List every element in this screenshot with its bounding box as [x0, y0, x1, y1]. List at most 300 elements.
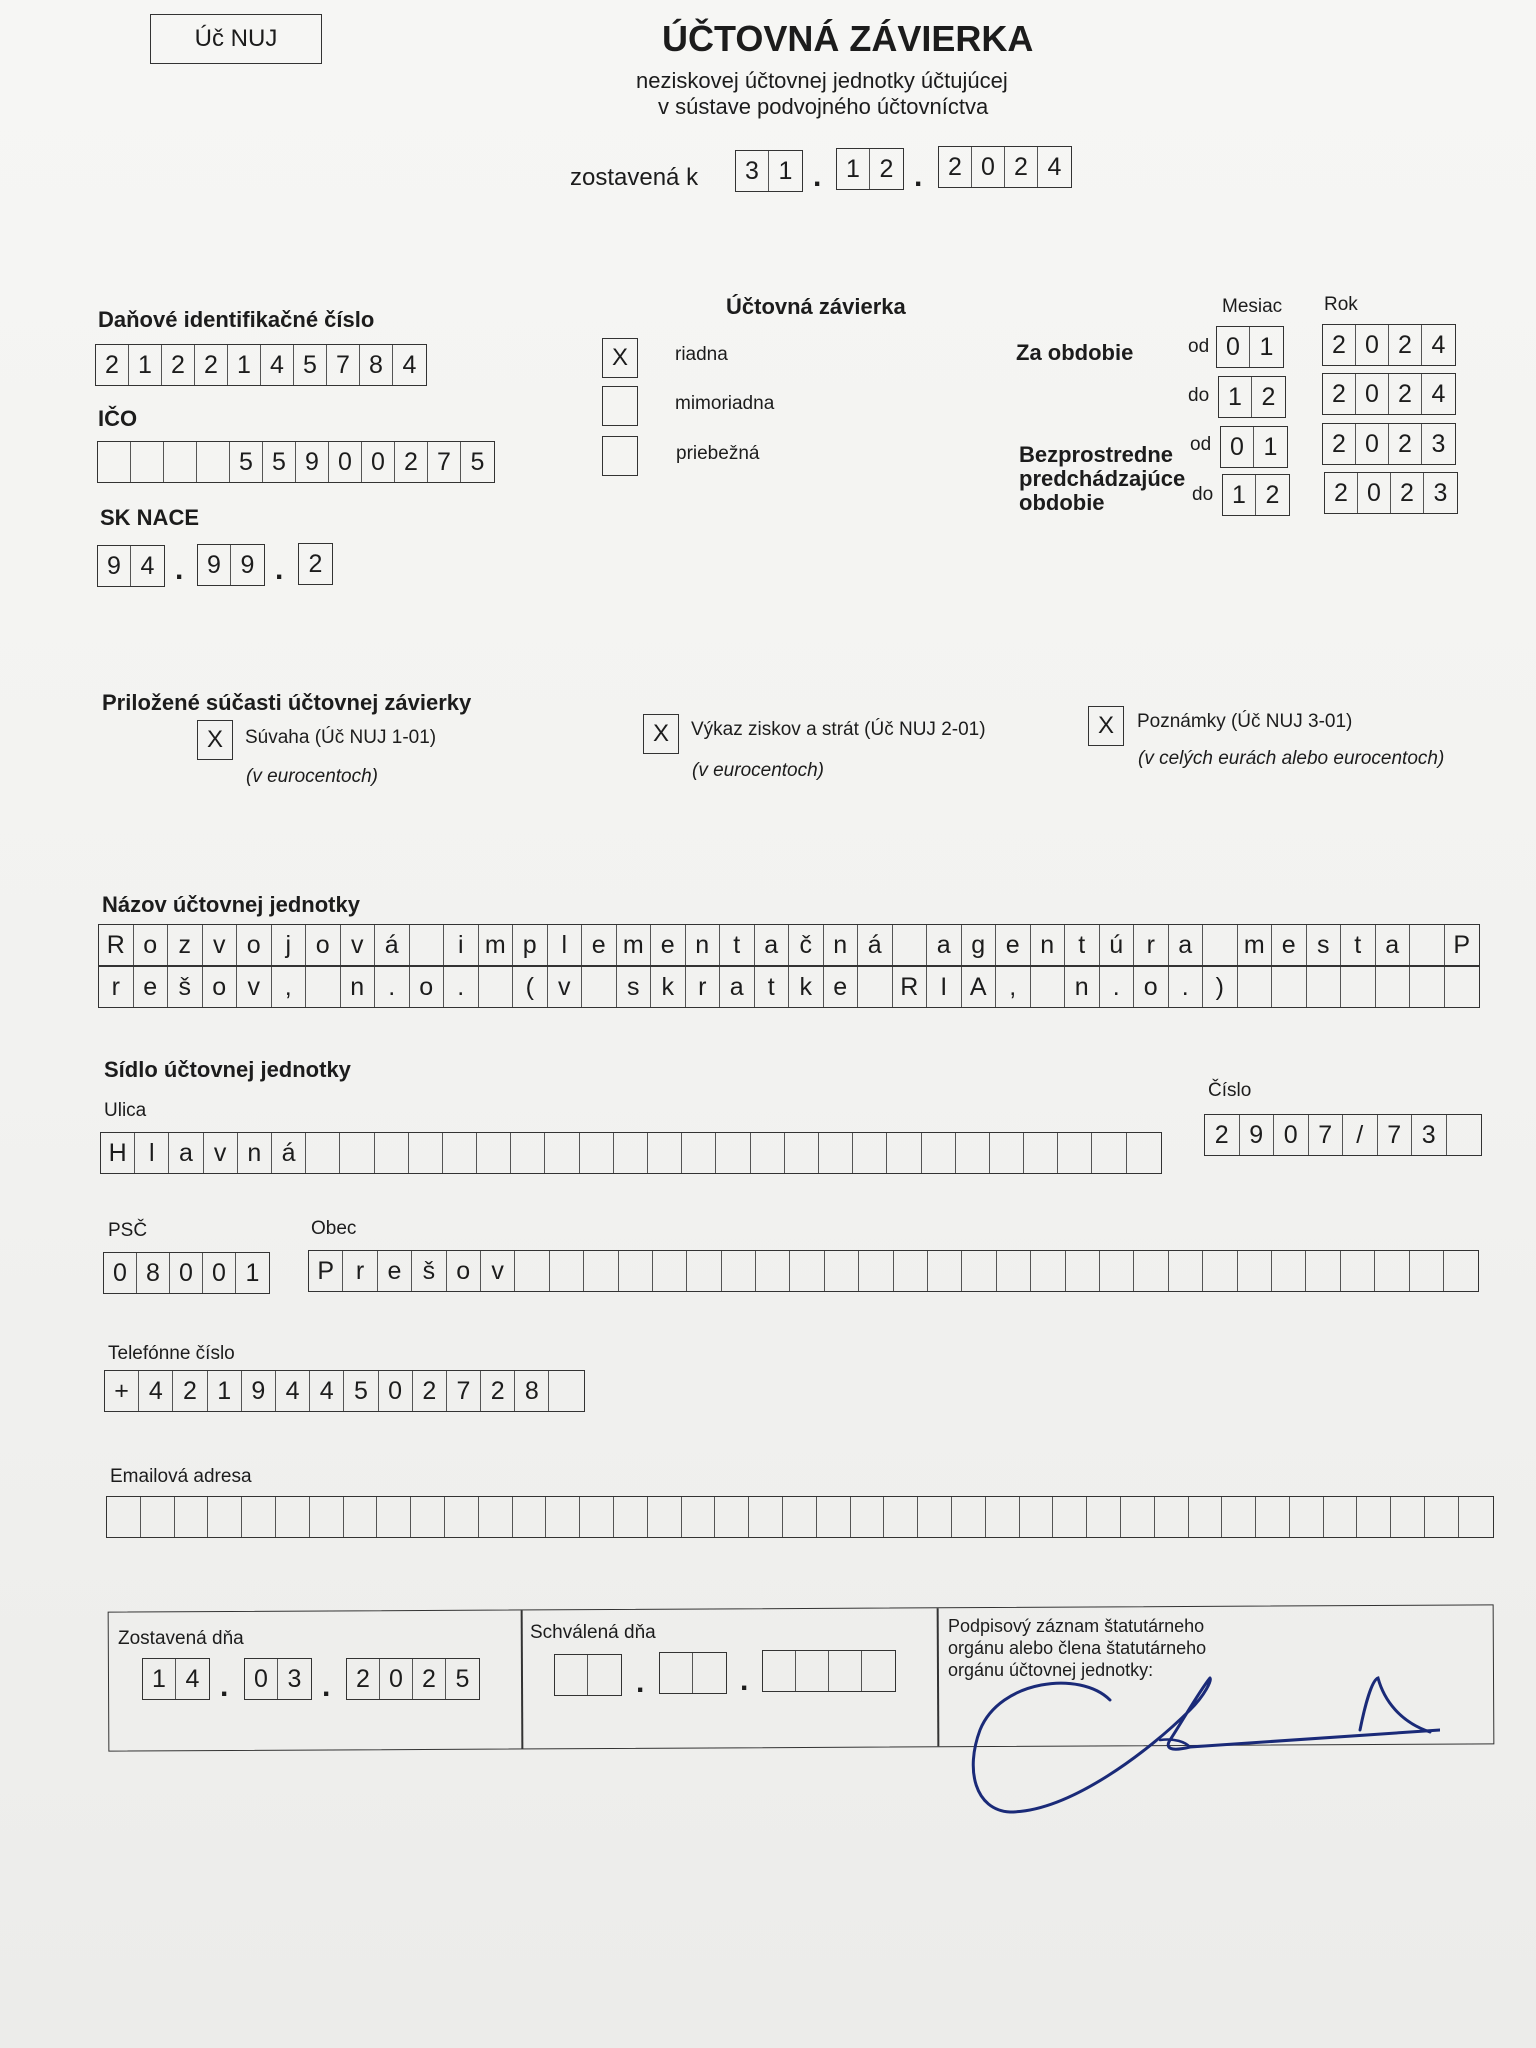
approved-on-day[interactable]: [554, 1654, 622, 1696]
prev-from-year[interactable]: [1322, 423, 1456, 465]
nace-separator: .: [275, 553, 284, 586]
char-cell: [1272, 1251, 1306, 1291]
char-cell: [479, 1497, 513, 1537]
char-cell: 2: [1323, 325, 1356, 365]
char-cell: [582, 967, 617, 1007]
char-cell: ): [1203, 967, 1238, 1007]
char-cell: 7: [447, 1371, 481, 1411]
char-cell: +: [105, 1371, 139, 1411]
char-cell: 2: [1391, 473, 1424, 513]
char-cell: [1410, 1251, 1444, 1291]
char-cell: m: [617, 925, 652, 965]
char-cell: š: [412, 1251, 446, 1291]
char-cell: [310, 1497, 344, 1537]
previous-from-label: od: [1190, 434, 1212, 455]
char-cell: 2: [1261, 382, 1276, 411]
char-cell: [851, 1497, 885, 1537]
char-cell: 8: [360, 345, 393, 385]
char-cell: [853, 1133, 887, 1173]
closing-mimoriadna-label: mimoriadna: [675, 393, 775, 414]
approved-on-year[interactable]: [762, 1650, 896, 1692]
char-cell: a: [755, 925, 790, 965]
prev-to-year[interactable]: [1324, 472, 1458, 514]
city-label: Obec: [311, 1218, 357, 1239]
char-cell: p: [513, 925, 548, 965]
char-cell: [986, 1497, 1020, 1537]
char-cell: 2: [939, 147, 972, 187]
char-cell: [549, 1371, 583, 1411]
char-cell: [1100, 1251, 1134, 1291]
char-cell: [1444, 1251, 1478, 1291]
char-cell: [1410, 967, 1445, 1007]
char-cell: 1: [1223, 475, 1256, 515]
form-code: Úč NUJ: [194, 25, 278, 52]
attachment-vykaz-label: Výkaz ziskov a strát (Úč NUJ 2-01): [691, 719, 986, 740]
closing-mimoriadna-checkbox[interactable]: [602, 386, 638, 426]
char-cell: 2: [195, 345, 228, 385]
char-cell: n: [1031, 925, 1066, 965]
char-cell: [550, 1251, 584, 1291]
char-cell: 2: [308, 549, 323, 578]
char-cell: [1134, 1251, 1168, 1291]
previous-period-label-1: Bezprostredne: [1019, 442, 1174, 467]
address-label: Sídlo účtovnej jednotky: [104, 1057, 351, 1082]
sk-nace-part2[interactable]: [197, 544, 265, 586]
char-cell: 1: [1259, 332, 1274, 361]
char-cell: [648, 1133, 682, 1173]
char-cell: r: [99, 967, 134, 1007]
compiled-to-label: zostavená k: [570, 164, 699, 191]
char-cell: k: [651, 967, 686, 1007]
char-cell: n: [686, 925, 721, 965]
char-cell: v: [237, 967, 272, 1007]
previous-period-label-2: predchádzajúce: [1019, 466, 1186, 491]
char-cell: 1: [129, 345, 162, 385]
char-cell: [1020, 1497, 1054, 1537]
entity-name-line2[interactable]: [98, 966, 1480, 1008]
char-cell: [614, 1497, 648, 1537]
char-cell: á: [858, 925, 893, 965]
char-cell: [1087, 1497, 1121, 1537]
current-to-label: do: [1188, 385, 1210, 406]
char-cell: [918, 1497, 952, 1537]
char-cell: [344, 1497, 378, 1537]
char-cell: [1238, 1251, 1272, 1291]
char-cell: r: [1134, 925, 1169, 965]
char-cell: 4: [140, 551, 155, 580]
attachment-suvaha-checkbox[interactable]: X: [197, 720, 233, 760]
char-cell: [1459, 1497, 1493, 1537]
email-field[interactable]: [106, 1496, 1494, 1538]
char-cell: [790, 1251, 824, 1291]
char-cell: [783, 1497, 817, 1537]
char-cell: 2: [347, 1659, 380, 1699]
char-cell: 9: [296, 442, 329, 482]
char-cell: [1031, 1251, 1065, 1291]
char-cell: 2: [413, 1371, 447, 1411]
attachment-vykaz-note: (v eurocentoch): [692, 760, 825, 781]
char-cell: [1155, 1497, 1189, 1537]
char-cell: o: [410, 967, 445, 1007]
char-cell: [306, 967, 341, 1007]
closing-priebezna-label: priebežná: [676, 443, 760, 464]
char-cell: o: [237, 925, 272, 965]
char-cell: 5: [455, 1664, 470, 1693]
char-cell: 1: [143, 1659, 176, 1699]
char-cell: r: [686, 967, 721, 1007]
char-cell: 4: [1431, 330, 1446, 359]
char-cell: l: [135, 1133, 169, 1173]
char-cell: 7: [428, 442, 461, 482]
char-cell: 0: [1217, 327, 1250, 367]
compiled-on-month[interactable]: [244, 1658, 312, 1700]
dic-label: Daňové identifikačné číslo: [98, 307, 375, 332]
char-cell: [98, 442, 131, 482]
char-cell: 7: [1309, 1115, 1344, 1155]
char-cell: [614, 1133, 648, 1173]
char-cell: [340, 1133, 374, 1173]
char-cell: I: [927, 967, 962, 1007]
char-cell: [513, 1497, 547, 1537]
char-cell: v: [548, 967, 583, 1007]
char-cell: [306, 1133, 340, 1173]
closing-type-label: Účtovná závierka: [726, 294, 906, 319]
char-cell: 1: [837, 149, 870, 189]
char-cell: [580, 1133, 614, 1173]
char-cell: ,: [996, 967, 1031, 1007]
char-cell: [546, 1497, 580, 1537]
char-cell: 2: [481, 1371, 515, 1411]
char-cell: [1357, 1497, 1391, 1537]
char-cell: o: [134, 925, 169, 965]
char-cell: 4: [139, 1371, 173, 1411]
year-header: Rok: [1324, 294, 1358, 315]
char-cell: n: [238, 1133, 272, 1173]
attachment-vykaz-checkbox[interactable]: X: [643, 714, 679, 754]
current-to-month[interactable]: [1218, 376, 1286, 418]
char-cell: 9: [98, 546, 131, 586]
char-cell: [887, 1133, 921, 1173]
char-cell: 5: [470, 447, 485, 476]
char-cell: t: [1341, 925, 1376, 965]
char-cell: [693, 1653, 726, 1693]
city-field[interactable]: [308, 1250, 1479, 1292]
char-cell: [445, 1497, 479, 1537]
phone-field[interactable]: [104, 1370, 585, 1412]
ico-label: IČO: [98, 406, 138, 431]
closing-priebezna-checkbox[interactable]: [602, 436, 638, 476]
char-cell: s: [1307, 925, 1342, 965]
signature-label-1: Podpisový záznam štatutárneho: [948, 1616, 1205, 1636]
char-cell: 1: [228, 345, 261, 385]
attachment-poznamky-checkbox[interactable]: X: [1088, 706, 1124, 746]
char-cell: [409, 1133, 443, 1173]
char-cell: 4: [261, 345, 294, 385]
char-cell: o: [203, 967, 238, 1007]
sk-nace-part1[interactable]: [97, 545, 165, 587]
email-label: Emailová adresa: [110, 1466, 252, 1487]
char-cell: [722, 1251, 756, 1291]
char-cell: 2: [1389, 374, 1422, 414]
char-cell: [749, 1497, 783, 1537]
date-separator: .: [636, 1666, 645, 1699]
char-cell: 0: [245, 1659, 278, 1699]
char-cell: [411, 1497, 445, 1537]
char-cell: [479, 967, 514, 1007]
char-cell: s: [617, 967, 652, 1007]
char-cell: [545, 1133, 579, 1173]
char-cell: [1053, 1497, 1087, 1537]
phone-label: Telefónne číslo: [108, 1343, 235, 1364]
char-cell: [375, 1133, 409, 1173]
char-cell: 0: [362, 442, 395, 482]
char-cell: [756, 1251, 790, 1291]
signature-label-3: orgánu účtovnej jednotky:: [948, 1660, 1154, 1680]
char-cell: á: [272, 1133, 306, 1173]
char-cell: [197, 442, 230, 482]
char-cell: [1306, 1251, 1340, 1291]
char-cell: š: [168, 967, 203, 1007]
char-cell: 0: [380, 1659, 413, 1699]
char-cell: [1445, 967, 1480, 1007]
char-cell: 0: [972, 147, 1005, 187]
char-cell: 5: [294, 345, 327, 385]
prev-from-month[interactable]: [1220, 426, 1288, 468]
char-cell: 0: [1356, 374, 1389, 414]
current-from-label: od: [1188, 336, 1210, 357]
char-cell: t: [1065, 925, 1100, 965]
entity-name-line1[interactable]: [98, 924, 1480, 966]
attachment-poznamky-note: (v celých eurách alebo eurocentoch): [1138, 748, 1445, 769]
char-cell: v: [341, 925, 376, 965]
previous-period-label-3: obdobie: [1019, 490, 1105, 515]
char-cell: v: [203, 925, 238, 965]
char-cell: [893, 925, 928, 965]
char-cell: [208, 1497, 242, 1537]
street-label: Ulica: [104, 1100, 147, 1121]
current-to-year[interactable]: [1322, 373, 1456, 415]
char-cell: [682, 1497, 716, 1537]
char-cell: [107, 1497, 141, 1537]
char-cell: [716, 1133, 750, 1173]
street-field[interactable]: [100, 1132, 1162, 1174]
char-cell: 7: [1378, 1115, 1413, 1155]
attachment-poznamky-label: Poznámky (Úč NUJ 3-01): [1137, 711, 1353, 732]
dic-field[interactable]: [95, 344, 427, 386]
char-cell: [131, 442, 164, 482]
char-cell: a: [169, 1133, 203, 1173]
char-cell: [648, 1497, 682, 1537]
char-cell: .: [375, 967, 410, 1007]
char-cell: m: [1238, 925, 1273, 965]
char-cell: [1375, 1251, 1409, 1291]
compiled-month[interactable]: [836, 148, 904, 190]
attachment-suvaha-label: Súvaha (Úč NUJ 1-01): [245, 727, 437, 748]
char-cell: 2: [1005, 147, 1038, 187]
closing-riadna-checkbox[interactable]: X: [602, 338, 638, 378]
char-cell: 3: [287, 1664, 302, 1693]
char-cell: 7: [327, 345, 360, 385]
char-cell: 1: [208, 1371, 242, 1411]
char-cell: R: [893, 967, 928, 1007]
footer-divider-1: [521, 1610, 523, 1748]
date-separator: .: [740, 1664, 749, 1697]
sk-nace-part3[interactable]: [298, 543, 333, 585]
char-cell: 3: [1412, 1115, 1447, 1155]
char-cell: 8: [515, 1371, 549, 1411]
char-cell: v: [481, 1251, 515, 1291]
char-cell: 8: [137, 1253, 170, 1293]
char-cell: [1222, 1497, 1256, 1537]
char-cell: [276, 1497, 310, 1537]
char-cell: [894, 1251, 928, 1291]
char-cell: [1058, 1133, 1092, 1173]
char-cell: 0: [1274, 1115, 1309, 1155]
char-cell: n: [824, 925, 859, 965]
approved-on-month[interactable]: [659, 1652, 727, 1694]
char-cell: [1256, 1497, 1290, 1537]
char-cell: [653, 1251, 687, 1291]
compiled-year[interactable]: [938, 146, 1072, 188]
char-cell: o: [1134, 967, 1169, 1007]
compiled-on-label: Zostavená dňa: [118, 1628, 244, 1649]
char-cell: 5: [263, 442, 296, 482]
char-cell: [1324, 1497, 1358, 1537]
char-cell: č: [789, 925, 824, 965]
char-cell: 1: [778, 156, 793, 185]
char-cell: [477, 1133, 511, 1173]
entity-name-label: Názov účtovnej jednotky: [102, 892, 360, 917]
char-cell: P: [1453, 930, 1471, 959]
char-cell: 2: [173, 1371, 207, 1411]
char-cell: [588, 1655, 621, 1695]
attachment-suvaha-note: (v eurocentoch): [246, 766, 379, 787]
char-cell: [1092, 1133, 1126, 1173]
char-cell: [1341, 967, 1376, 1007]
attachments-label: Priložené súčasti účtovnej závierky: [102, 690, 472, 715]
char-cell: m: [479, 925, 514, 965]
char-cell: 3: [736, 151, 769, 191]
char-cell: [1024, 1133, 1058, 1173]
char-cell: e: [824, 967, 859, 1007]
char-cell: 2: [162, 345, 195, 385]
handwritten-signature: [960, 1660, 1440, 1830]
char-cell: 4: [185, 1664, 200, 1693]
char-cell: [884, 1497, 918, 1537]
prev-to-month[interactable]: [1222, 474, 1290, 516]
char-cell: 2: [1323, 424, 1356, 464]
char-cell: a: [927, 925, 962, 965]
zip-field[interactable]: [103, 1252, 270, 1294]
nace-separator: .: [175, 553, 184, 586]
char-cell: [242, 1497, 276, 1537]
char-cell: [687, 1251, 721, 1291]
ico-field[interactable]: [97, 441, 495, 483]
char-cell: 0: [329, 442, 362, 482]
char-cell: 2: [1205, 1115, 1240, 1155]
char-cell: e: [378, 1251, 412, 1291]
char-cell: 9: [1240, 1115, 1275, 1155]
number-label: Číslo: [1208, 1080, 1252, 1101]
char-cell: [928, 1251, 962, 1291]
char-cell: 9: [240, 550, 255, 579]
char-cell: (: [513, 967, 548, 1007]
char-cell: [829, 1651, 862, 1691]
char-cell: [997, 1251, 1031, 1291]
current-period-label: Za obdobie: [1016, 340, 1134, 365]
char-cell: [1391, 1497, 1425, 1537]
char-cell: [1425, 1497, 1459, 1537]
char-cell: 0: [379, 1371, 413, 1411]
char-cell: [1127, 1133, 1161, 1173]
char-cell: 4: [276, 1371, 310, 1411]
char-cell: e: [651, 925, 686, 965]
char-cell: v: [204, 1133, 238, 1173]
char-cell: 2: [96, 345, 129, 385]
char-cell: [141, 1497, 175, 1537]
char-cell: 9: [242, 1371, 276, 1411]
char-cell: n: [341, 967, 376, 1007]
char-cell: 0: [1356, 424, 1389, 464]
char-cell: 0: [1356, 325, 1389, 365]
char-cell: 1: [1219, 377, 1252, 417]
char-cell: [785, 1133, 819, 1173]
char-cell: á: [375, 925, 410, 965]
char-cell: 2: [879, 154, 894, 183]
char-cell: 2: [1389, 424, 1422, 464]
char-cell: R: [99, 925, 134, 965]
char-cell: [819, 1133, 853, 1173]
char-cell: 2: [395, 442, 428, 482]
current-from-month[interactable]: [1216, 326, 1284, 368]
char-cell: e: [582, 925, 617, 965]
char-cell: ,: [272, 967, 307, 1007]
char-cell: 1: [1263, 432, 1278, 461]
subtitle-1: neziskovej účtovnej jednotky účtujúcej: [636, 68, 1008, 93]
char-cell: [580, 1497, 614, 1537]
compiled-on-year[interactable]: [346, 1658, 480, 1700]
char-cell: .: [1169, 967, 1204, 1007]
char-cell: P: [309, 1251, 343, 1291]
char-cell: [956, 1133, 990, 1173]
char-cell: 2: [1323, 374, 1356, 414]
char-cell: [1238, 967, 1273, 1007]
compiled-on-day[interactable]: [142, 1658, 210, 1700]
char-cell: [990, 1133, 1024, 1173]
char-cell: 2: [1265, 480, 1280, 509]
closing-riadna-label: riadna: [675, 344, 728, 365]
char-cell: .: [444, 967, 479, 1007]
char-cell: 0: [170, 1253, 203, 1293]
number-field[interactable]: [1204, 1114, 1482, 1156]
char-cell: [175, 1497, 209, 1537]
char-cell: 2: [1389, 325, 1422, 365]
char-cell: [1410, 925, 1445, 965]
char-cell: 4: [310, 1371, 344, 1411]
compiled-day[interactable]: [735, 150, 803, 192]
char-cell: [796, 1651, 829, 1691]
current-from-year[interactable]: [1322, 324, 1456, 366]
char-cell: 5: [230, 442, 263, 482]
char-cell: 5: [344, 1371, 378, 1411]
char-cell: .: [1100, 967, 1135, 1007]
char-cell: [1169, 1251, 1203, 1291]
char-cell: [660, 1653, 693, 1693]
char-cell: [715, 1497, 749, 1537]
char-cell: [751, 1133, 785, 1173]
footer-divider-2: [937, 1608, 939, 1746]
char-cell: A: [962, 967, 997, 1007]
